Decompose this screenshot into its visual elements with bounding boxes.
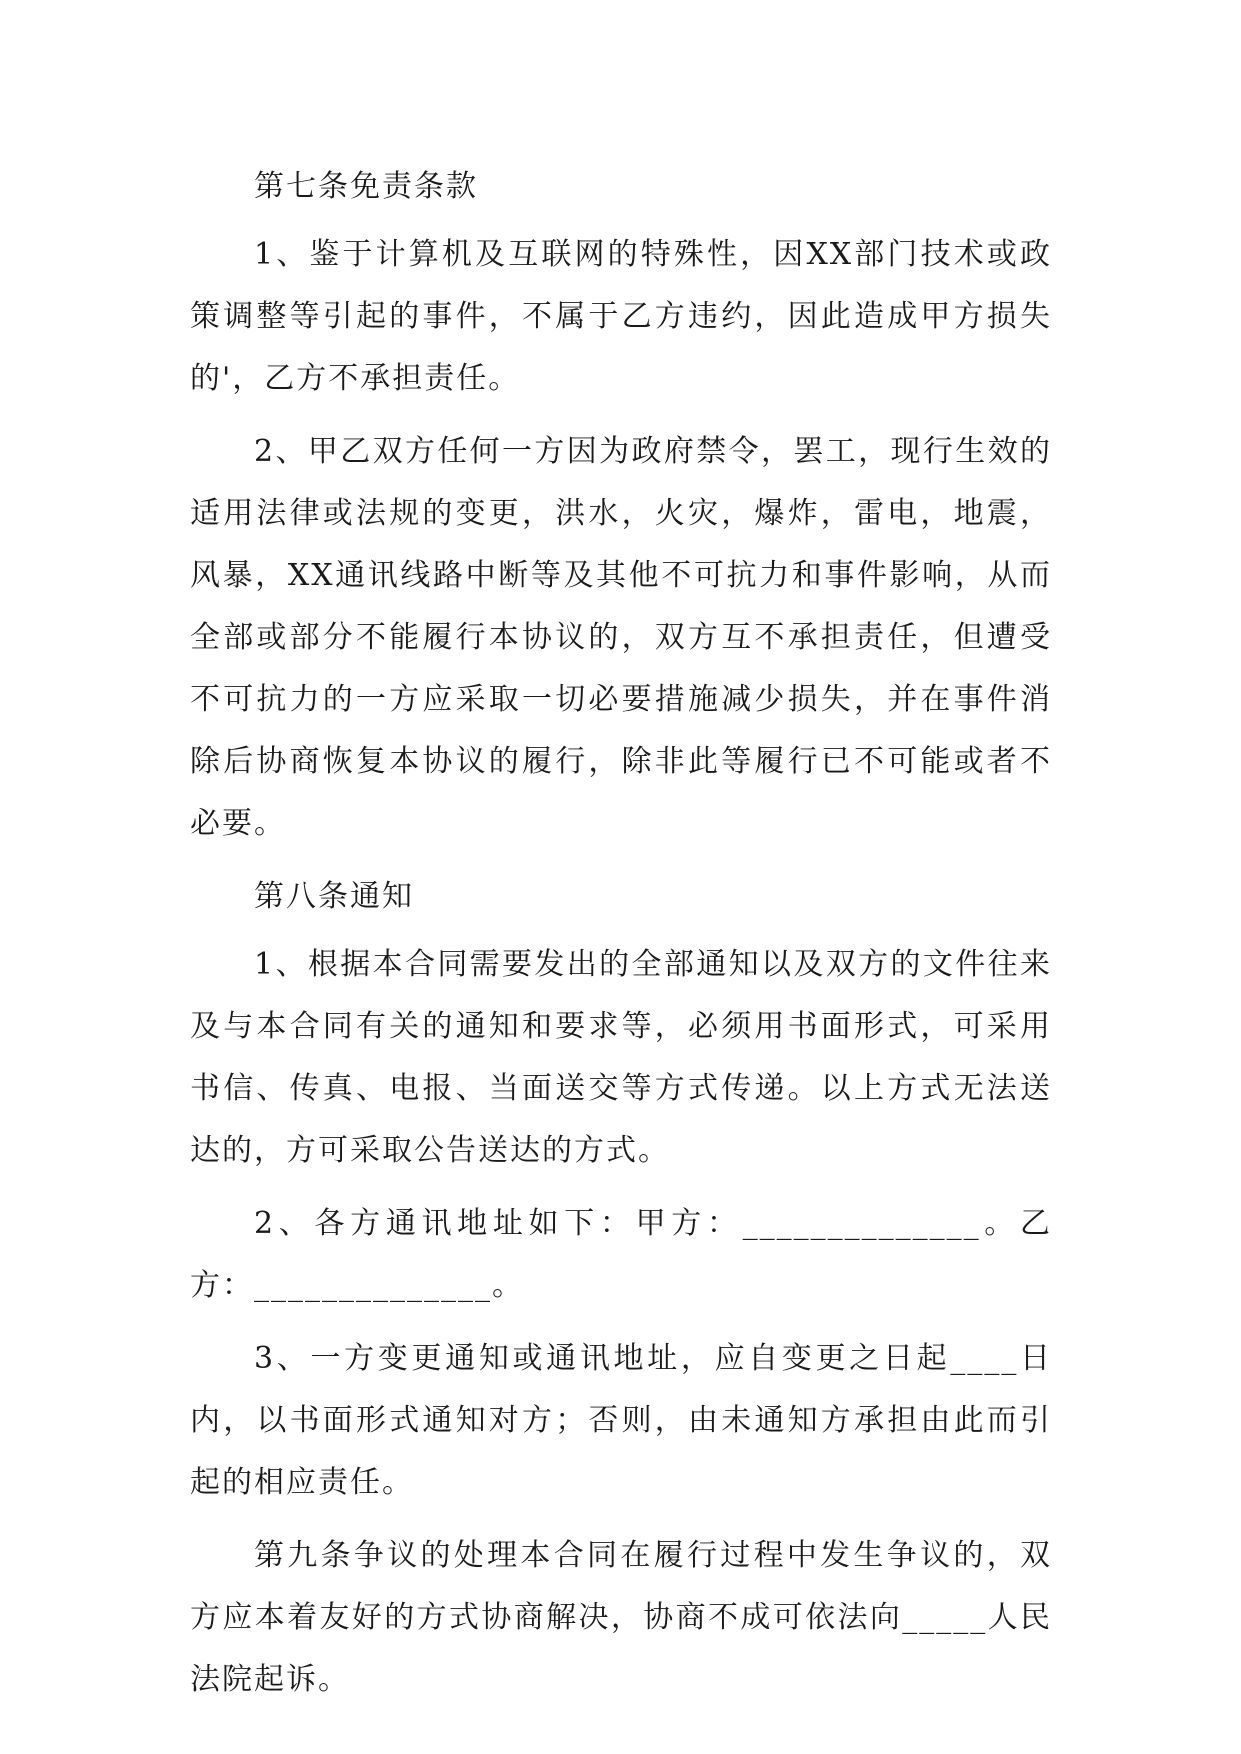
article-8-clause-2: 2、各方通讯地址如下：甲方：______________。乙方：______________。 [190, 1206, 1052, 1303]
article-7-clause-1: 1、鉴于计算机及互联网的特殊性，因XX部门技术或政策调整等引起的事件，不属于乙方违约，因此造成甲方损失的'，乙方不承担责任。 [190, 237, 1052, 396]
article-8-clause-3: 3、一方变更通知或通讯地址，应自变更之日起____日内，以书面形式通知对方；否则，由未通知方承担由此而引起的相应责任。 [190, 1341, 1052, 1500]
article-8-clause-1: 1、根据本合同需要发出的全部通知以及双方的文件往来及与本合同有关的通知和要求等，必须用书面形式，可采用书信、传真、电报、当面送交等方式传递。以上方式无法送达的，方可采取公告送达的方式。 [190, 947, 1052, 1168]
article-7-clause-2: 2、甲乙双方任何一方因为政府禁令，罢工，现行生效的适用法律或法规的变更，洪水，火灾，爆炸，雷电，地震，风暴，XX通讯线路中断等及其他不可抗力和事件影响，从而全部或部分不能履行本协议的，双方互不承担责任，但遭受不可抗力的一方应采取一切必要措施减少损失，并在事件消除后协商恢复本协议的履行，除非此等履行已不可能或者不必要。 [190, 434, 1052, 841]
article-8-heading: 第八条通知 [254, 879, 414, 914]
document-body [190, 156, 1052, 1722]
article-9-text: 第九条争议的处理本合同在履行过程中发生争议的，双方应本着友好的方式协商解决，协商不成可依法向_____人民法院起诉。 [190, 1538, 1052, 1697]
article-7-heading: 第七条免责条款 [254, 169, 478, 204]
